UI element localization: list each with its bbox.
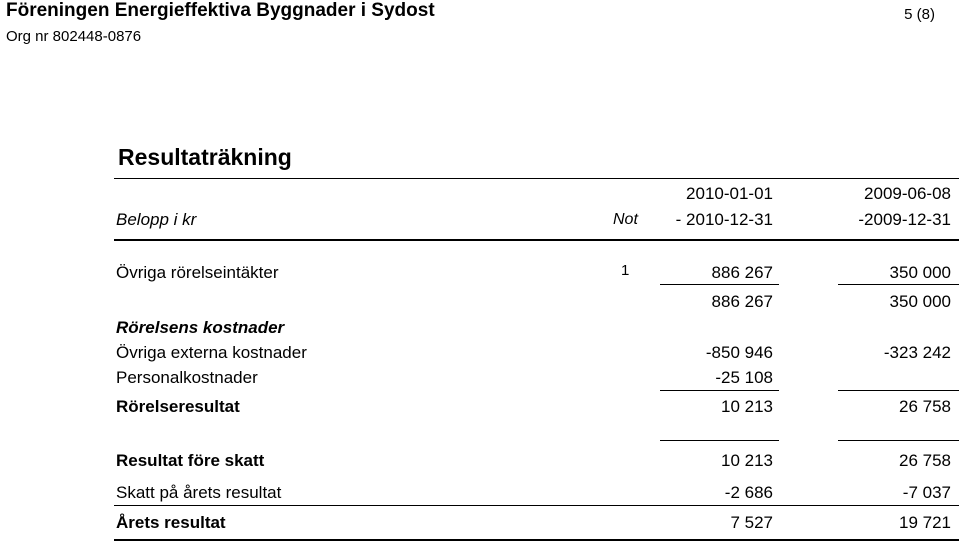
period1-start: 2010-01-01: [686, 184, 773, 203]
external-costs-2009: -323 242: [883, 343, 951, 362]
operating-costs-heading: Rörelsens kostnader: [116, 318, 285, 337]
external-costs-label: Övriga externa kostnader: [116, 343, 307, 362]
costs-total-rule-2: [838, 390, 959, 391]
net-result-label: Årets resultat: [116, 513, 226, 532]
income-subtotal-2009: 350 000: [889, 292, 951, 311]
costs-total-rule-1: [660, 390, 779, 391]
net-result-rule: [114, 539, 959, 541]
pre-tax-result-2009: 26 758: [899, 451, 951, 470]
tax-2010: -2 686: [724, 483, 773, 502]
other-income-2010: 886 267: [711, 263, 773, 282]
other-income-2009: 350 000: [889, 263, 951, 282]
organization-number: Org nr 802448-0876: [6, 28, 142, 45]
tax-2009: -7 037: [902, 483, 951, 502]
other-income-label: Övriga rörelseintäkter: [116, 263, 279, 282]
header-bottom-rule: [114, 239, 959, 241]
personnel-costs-2010: -25 108: [715, 368, 773, 387]
income-subtotal-rule-2: [838, 284, 959, 285]
personnel-costs-label: Personalkostnader: [116, 368, 258, 387]
operating-result-label: Rörelseresultat: [116, 397, 240, 416]
operating-result-rule-2: [838, 440, 959, 441]
external-costs-2010: -850 946: [705, 343, 773, 362]
operating-result-2010: 10 213: [721, 397, 773, 416]
organization-name: Föreningen Energieffektiva Byggnader i Sydost: [6, 0, 435, 21]
note-column-header: Not: [613, 211, 638, 228]
header-top-rule: [114, 178, 959, 179]
period2-end: -2009-12-31: [858, 210, 951, 229]
operating-result-2009: 26 758: [899, 397, 951, 416]
tax-rule: [114, 505, 959, 506]
income-subtotal-2010: 886 267: [711, 292, 773, 311]
operating-result-rule-1: [660, 440, 779, 441]
period1-end: - 2010-12-31: [675, 210, 773, 229]
income-subtotal-rule-1: [660, 284, 779, 285]
page-title: Resultaträkning: [118, 144, 292, 170]
net-result-2010: 7 527: [730, 513, 773, 532]
period2-start: 2009-06-08: [864, 184, 951, 203]
tax-label: Skatt på årets resultat: [116, 483, 282, 502]
pre-tax-result-2010: 10 213: [721, 451, 773, 470]
pre-tax-result-label: Resultat före skatt: [116, 451, 265, 470]
net-result-2009: 19 721: [899, 513, 951, 532]
other-income-note: 1: [621, 262, 630, 279]
page-number: 5 (8): [904, 6, 935, 23]
amount-unit-label: Belopp i kr: [116, 210, 197, 229]
